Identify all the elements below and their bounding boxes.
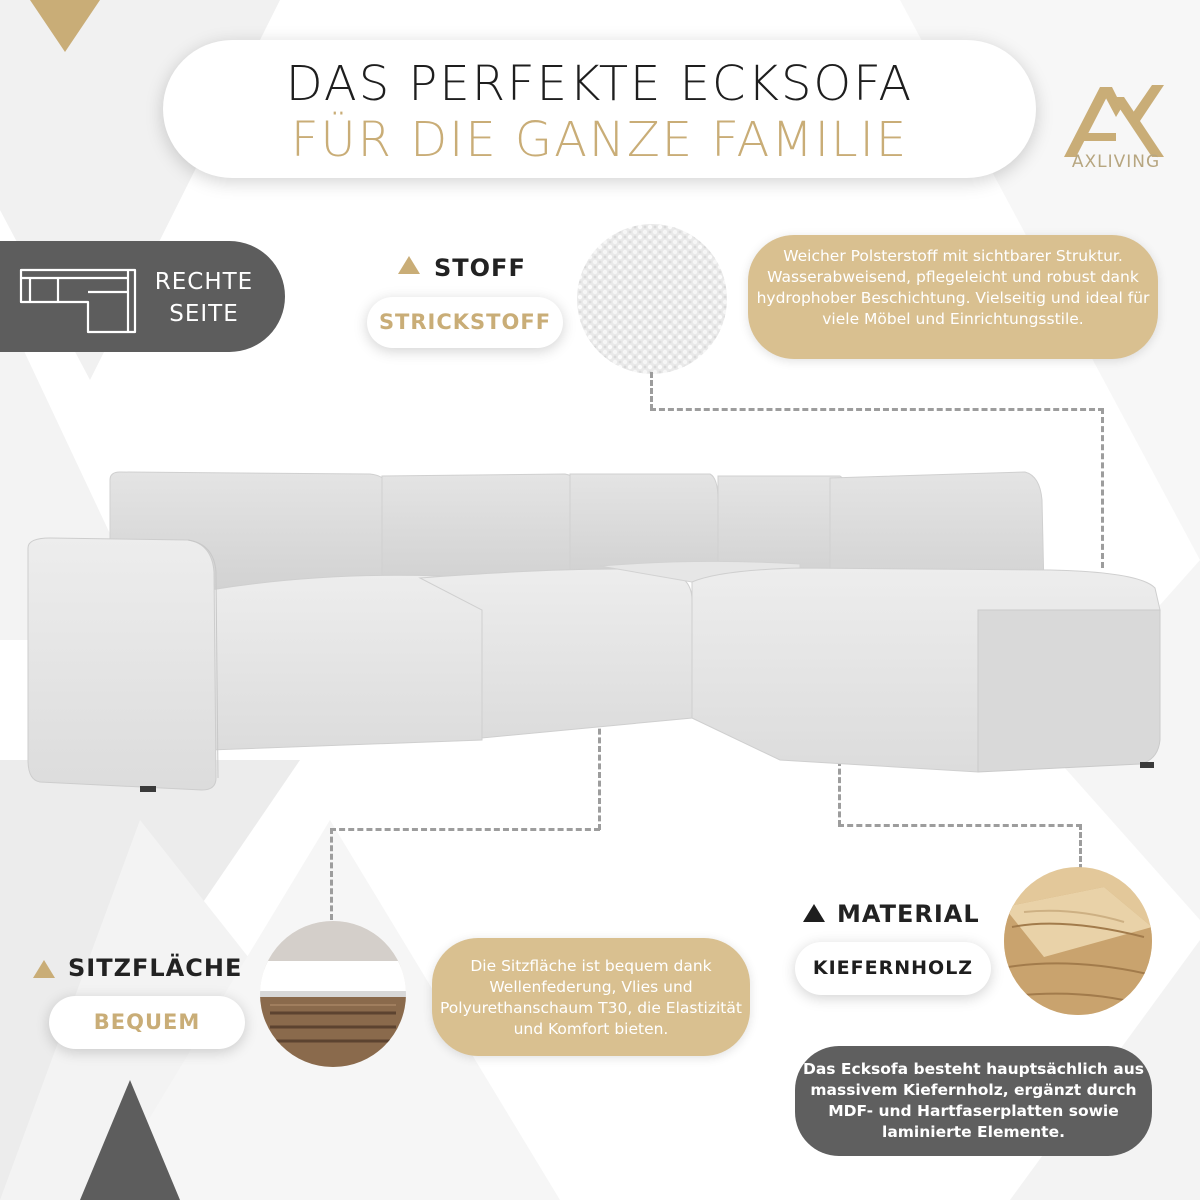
seat-layers-image [260, 921, 406, 1067]
fabric-heading-marker [398, 256, 420, 278]
seat-description: Die Sitzfläche ist bequem dank Wellenfederung, Vlies und Polyurethanschaum T30, die Elastizität und Komfort bieten. [432, 938, 750, 1056]
seat-value-pill: BEQUEM [49, 996, 245, 1049]
brand-name: AXLIVING [1071, 152, 1161, 172]
fabric-description: Weicher Polsterstoff mit sichtbarer Struktur. Wasserabweisend, pflegeleicht und robust dank hydrophober Beschichtung. Vielseitig und ideal für viele Möbel und Einrichtungsstile. [748, 235, 1158, 359]
material-value-pill: KIEFERNHOLZ [795, 942, 991, 995]
pine-wood-image [1004, 867, 1152, 1015]
corner-sofa-outline-icon [18, 262, 138, 336]
orientation-label: RECHTE SEITE [154, 269, 254, 327]
fabric-value-pill: STRICKSTOFF [367, 297, 563, 348]
title-banner [163, 40, 1036, 178]
seat-heading-marker [33, 960, 55, 982]
corner-sofa-image [20, 460, 1180, 800]
triangle-marker-icon [398, 256, 420, 274]
material-heading: MATERIAL [837, 900, 980, 928]
triangle-marker-icon [33, 960, 55, 978]
triangle-marker-icon [803, 904, 825, 922]
fabric-swatch-image [577, 224, 727, 374]
page-title: DAS PERFEKTE ECKSOFA [285, 56, 914, 112]
seat-heading: SITZFLÄCHE [68, 954, 243, 982]
page-subtitle: FÜR DIE GANZE FAMILIE [290, 112, 909, 168]
material-description: Das Ecksofa besteht hauptsächlich aus massivem Kiefernholz, ergänzt durch MDF- und Hartfaserplatten sowie laminierte Elemente. [795, 1046, 1152, 1156]
material-heading-marker [803, 904, 825, 926]
fabric-heading: STOFF [434, 254, 526, 282]
